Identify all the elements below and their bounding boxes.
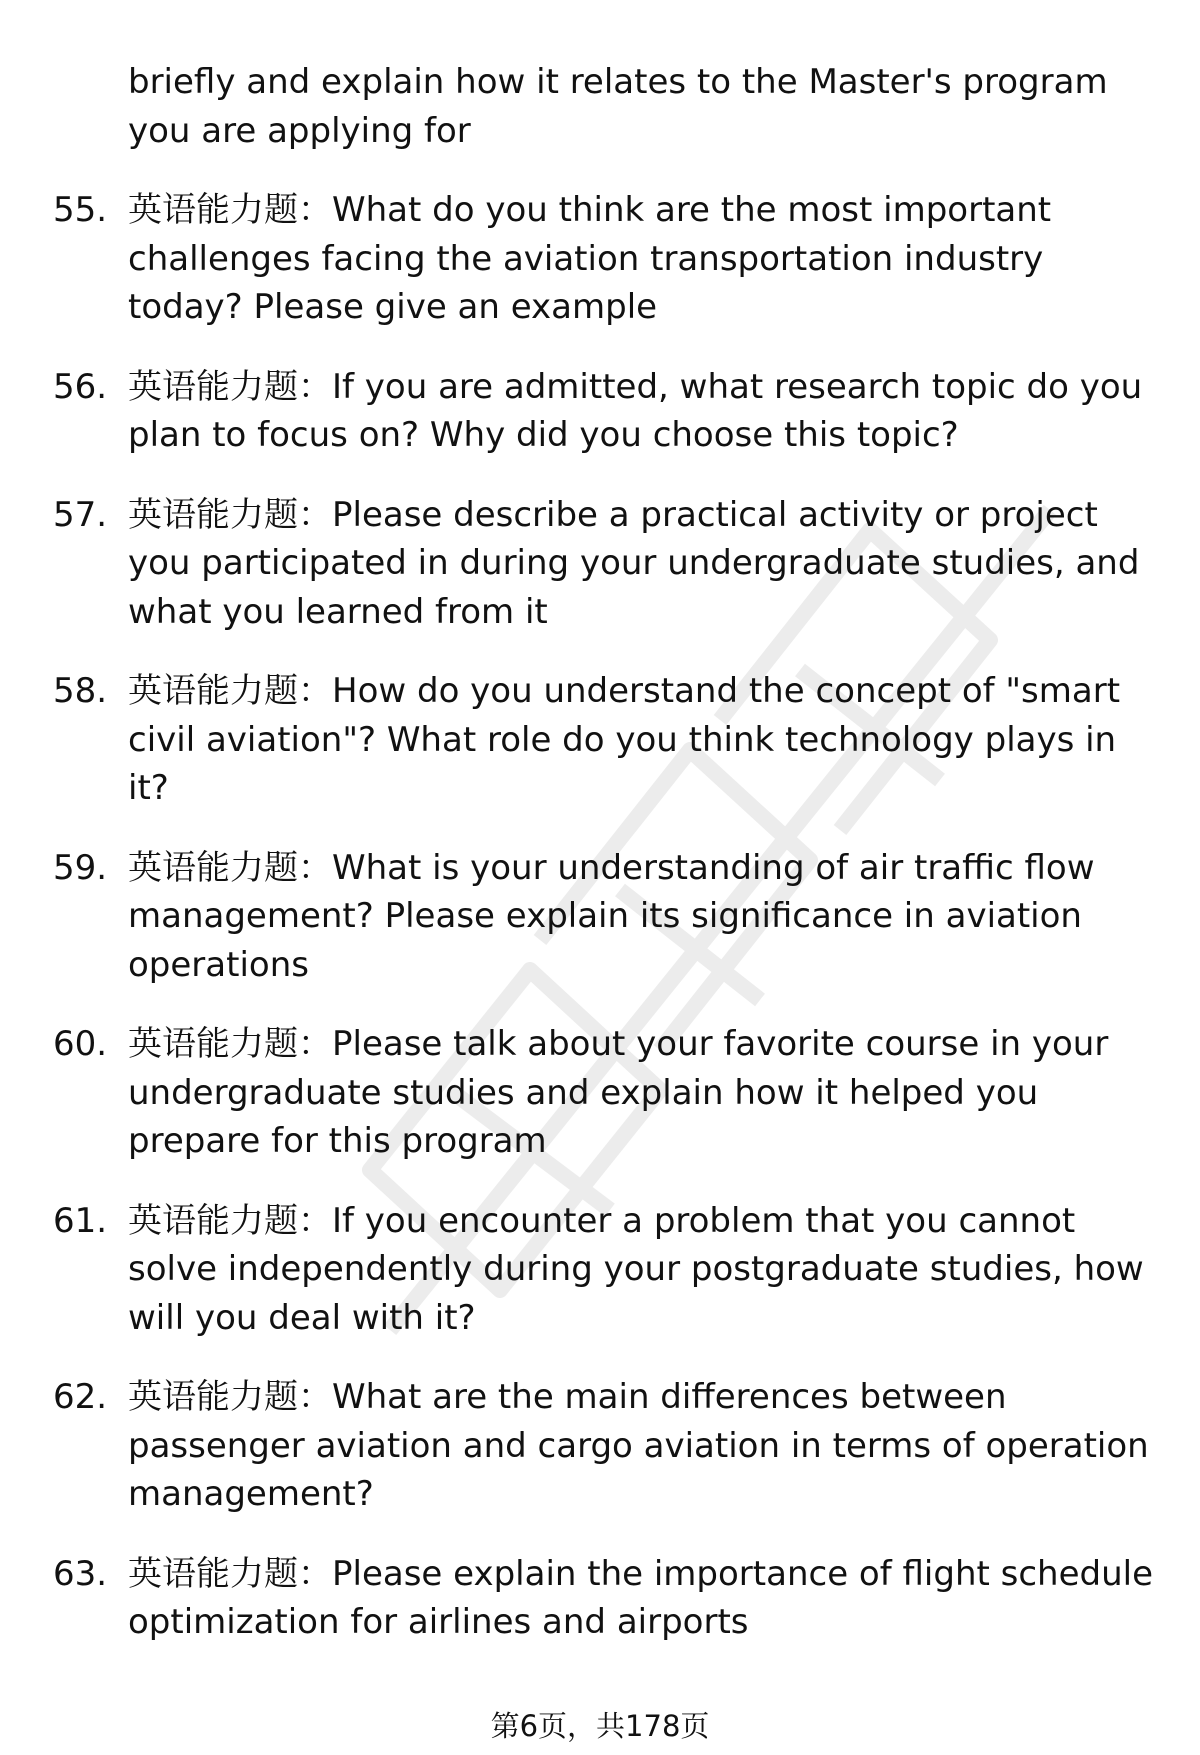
question-prefix: 英语能力题： <box>128 671 332 711</box>
question-body: What do you think are the most important challenges facing the aviation transportation industry today? Please give an example <box>128 190 1052 327</box>
list-item <box>0 1373 1200 1519</box>
question-prefix: 英语能力题： <box>128 190 332 230</box>
question-list <box>0 58 1200 1678</box>
question-body: If you are admitted, what research topic do you plan to focus on? Why did you choose this topic? <box>128 366 1143 455</box>
question-text <box>128 363 1160 460</box>
list-item-continuation <box>0 58 1200 155</box>
question-body: Please explain the importance of flight schedule optimization for airlines and airports <box>128 1553 1153 1642</box>
question-text <box>128 1197 1160 1343</box>
question-number: 63. <box>53 1553 108 1594</box>
list-item <box>0 1020 1200 1166</box>
question-prefix: 英语能力题： <box>128 494 332 535</box>
question-number: 57. <box>53 494 108 535</box>
question-body: If you encounter a problem that you cannot solve independently during your postgraduate studies, how will you deal with it? <box>128 1200 1144 1338</box>
question-text <box>128 844 1160 990</box>
question-number: 61. <box>53 1200 108 1241</box>
question-text <box>128 1020 1160 1166</box>
question-body: What are the main differences between passenger aviation and cargo aviation in terms of operation management? <box>128 1377 1149 1514</box>
question-body: What is your understanding of air traffic flow management? Please explain its significance in aviation operations <box>128 847 1095 985</box>
list-item <box>0 1550 1200 1647</box>
question-number: 62. <box>53 1377 108 1417</box>
question-prefix: 英语能力题： <box>128 366 332 407</box>
list-item <box>0 363 1200 460</box>
question-number: 55. <box>53 190 108 230</box>
question-number: 56. <box>53 366 108 407</box>
list-item <box>0 667 1200 813</box>
list-item <box>0 844 1200 990</box>
question-text <box>128 1373 1160 1519</box>
question-body: How do you understand the concept of "smart civil aviation"? What role do you think technology plays in it? <box>128 671 1121 808</box>
question-prefix: 英语能力题： <box>128 847 332 888</box>
question-text <box>128 667 1160 813</box>
list-item <box>0 186 1200 332</box>
question-prefix: 英语能力题： <box>128 1024 332 1064</box>
question-body: Please describe a practical activity or project you participated in during your undergraduate studies, and what you learned from it <box>128 494 1140 632</box>
page-number-footer: 第6页，共178页 <box>490 1709 710 1743</box>
question-text <box>128 491 1160 637</box>
question-prefix: 英语能力题： <box>128 1553 332 1594</box>
question-body: Please talk about your favorite course in your undergraduate studies and explain how it helped you prepare for this program <box>128 1024 1109 1161</box>
question-number: 58. <box>53 671 108 711</box>
question-text: briefly and explain how it relates to the Master's program you are applying for <box>128 62 1108 151</box>
list-item <box>0 1197 1200 1343</box>
question-number: 59. <box>53 847 108 888</box>
list-item <box>0 491 1200 637</box>
question-text <box>128 1550 1160 1647</box>
question-number: 60. <box>53 1024 108 1064</box>
question-prefix: 英语能力题： <box>128 1377 332 1417</box>
question-prefix: 英语能力题： <box>128 1200 332 1241</box>
question-text <box>128 186 1160 332</box>
